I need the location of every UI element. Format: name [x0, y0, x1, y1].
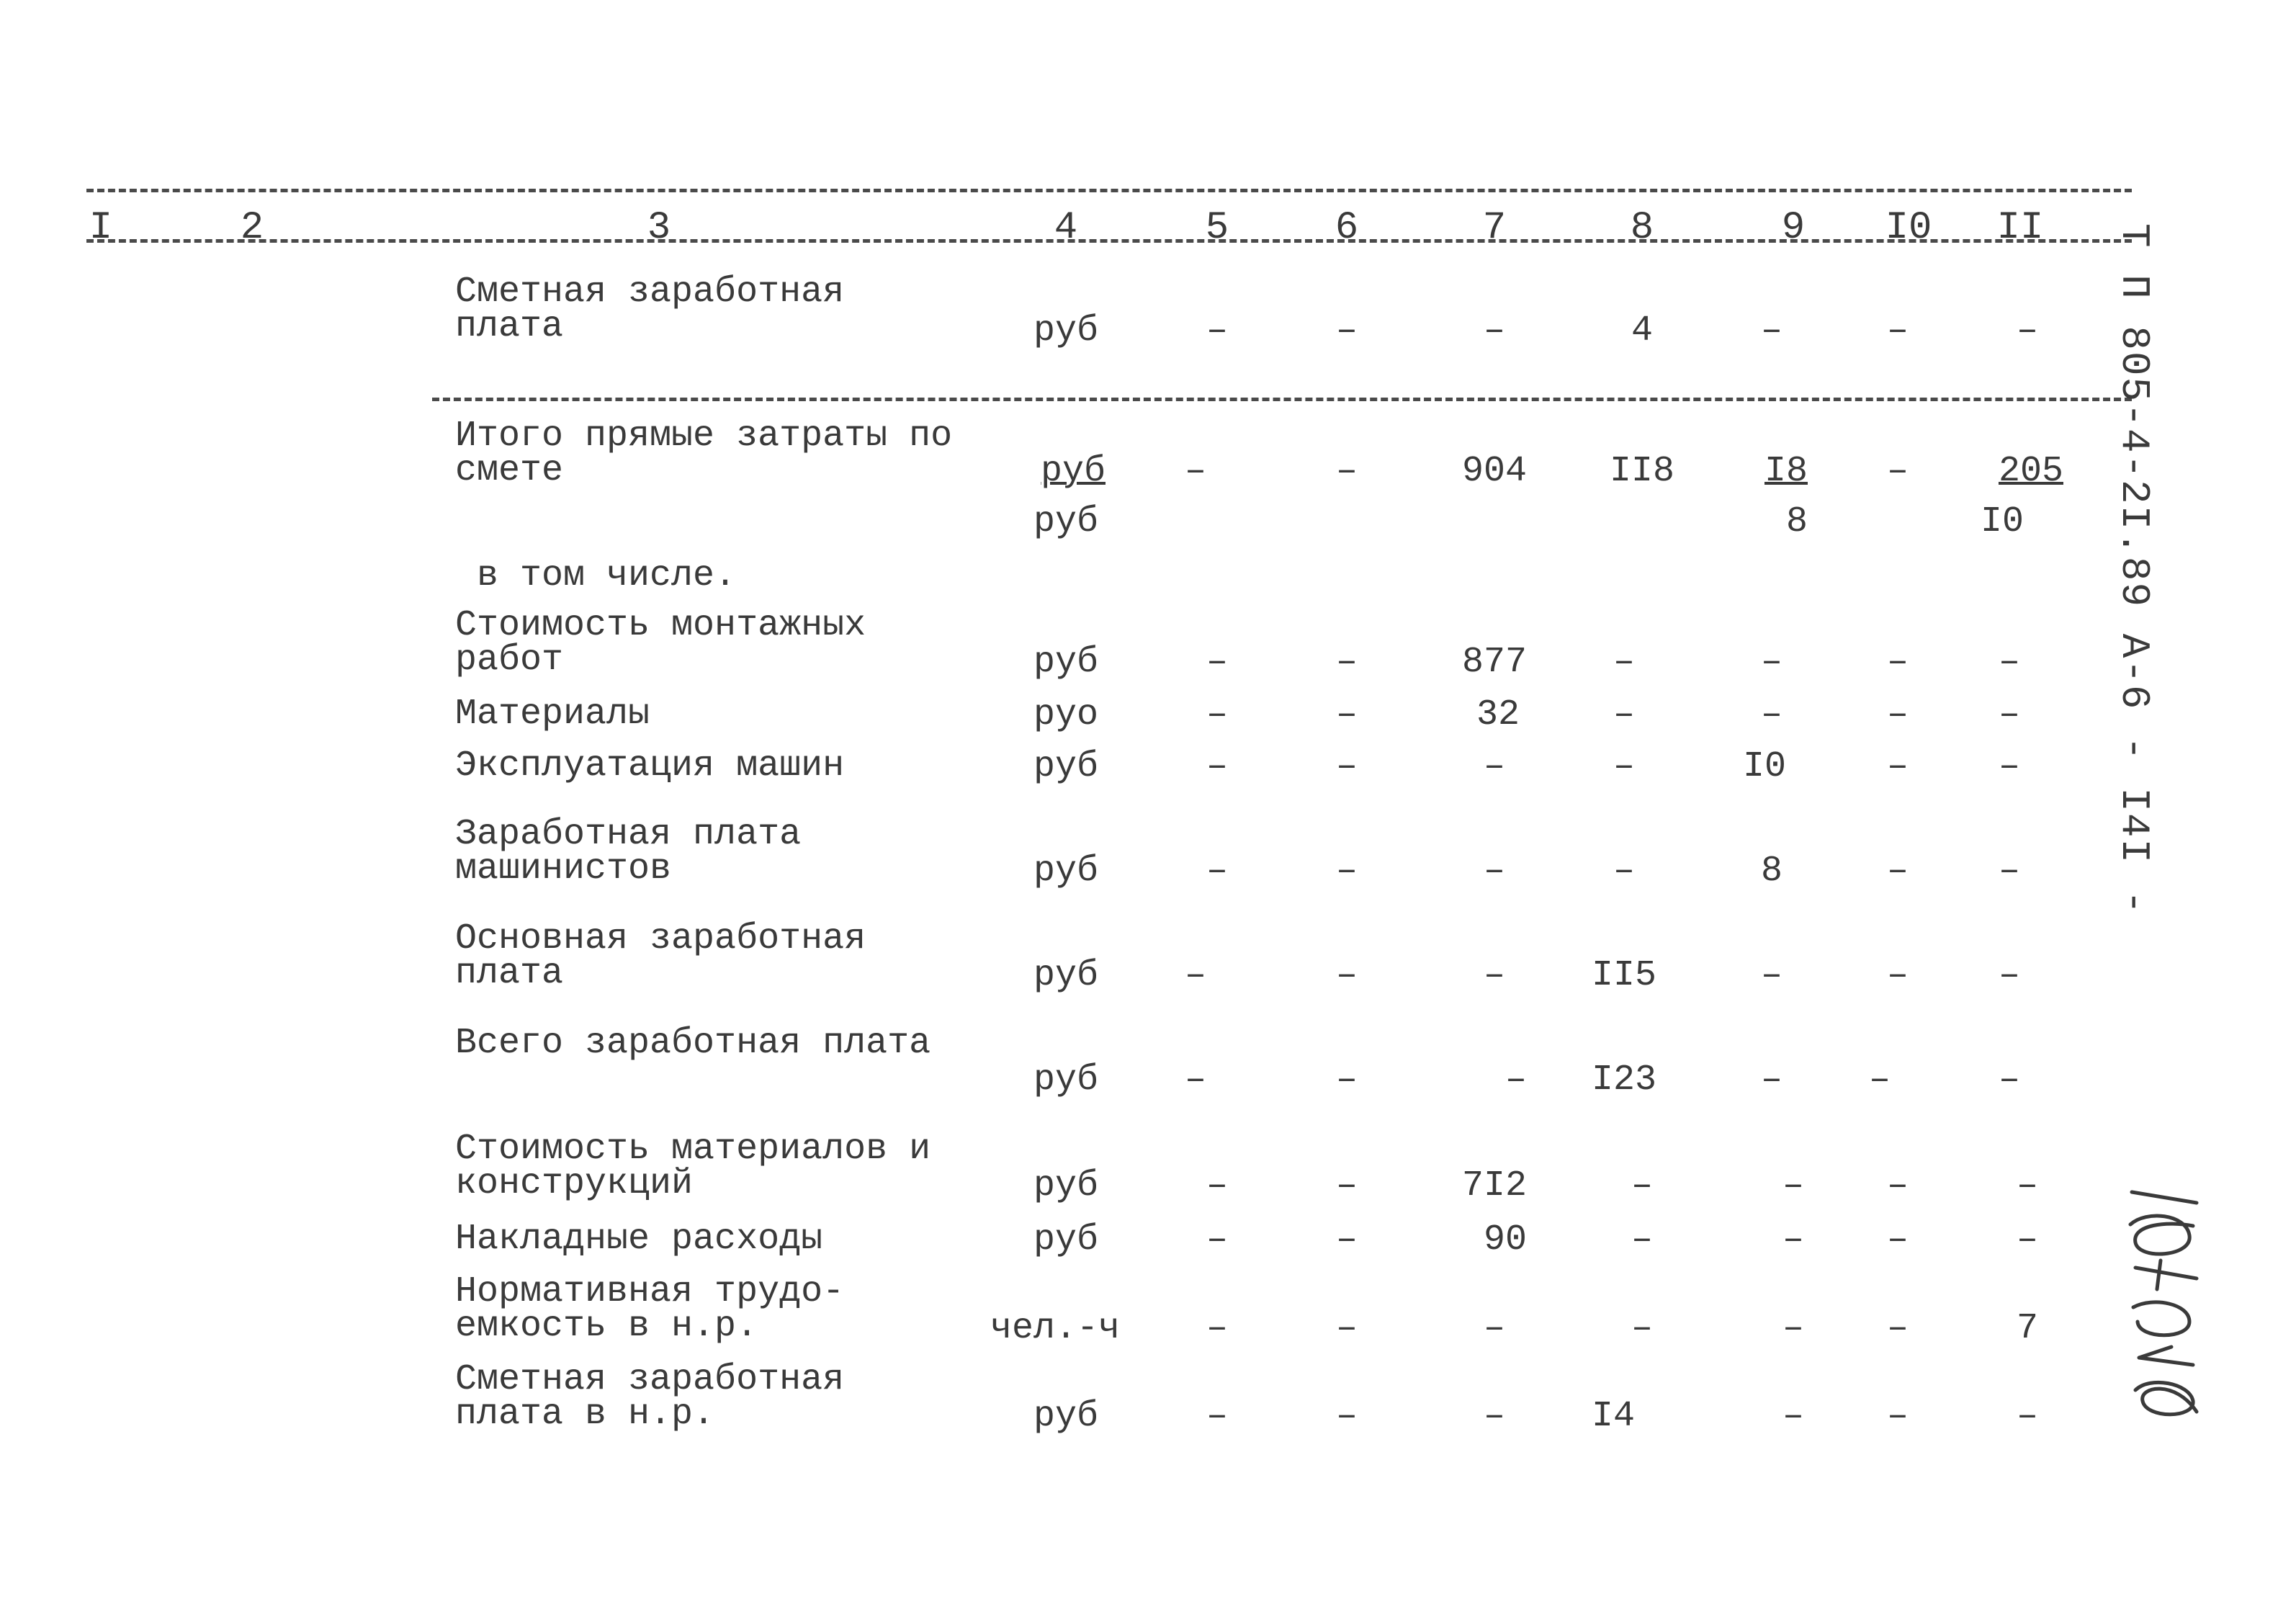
value-cell: 904 — [1461, 451, 1528, 492]
value-cell: – — [1886, 310, 1909, 351]
row-label: Заработная плата машинистов — [455, 814, 802, 890]
value-cell: – — [1782, 1165, 1805, 1206]
value-cell: – — [1760, 694, 1783, 735]
value-cell: – — [1760, 1060, 1783, 1101]
value-cell: I4 — [1591, 1396, 1636, 1437]
value-cell: – — [2016, 310, 2039, 351]
column-header: 4 — [1054, 206, 1078, 250]
value-cell: – — [1206, 746, 1229, 787]
value-cell: 32 — [1476, 694, 1520, 735]
row-label: Сметная заработная плата в н.р. — [455, 1359, 845, 1435]
value-cell: – — [1335, 1165, 1358, 1206]
column-header: I — [89, 206, 113, 250]
value-cell: 8 — [1760, 851, 1783, 892]
value-cell: – — [1782, 1308, 1805, 1349]
value-cell: – — [1760, 310, 1783, 351]
column-header: II — [1996, 206, 2044, 250]
value-cell: 205 — [1998, 451, 2064, 492]
value-cell: – — [1886, 955, 1909, 996]
header-bottom-rule — [86, 239, 2132, 243]
row-label: Эксплуатация машин — [455, 745, 845, 787]
value-cell: II8 — [1609, 451, 1675, 492]
row-label: Основная заработная плата — [455, 918, 866, 994]
value-cell: – — [1335, 1060, 1358, 1101]
value-cell: – — [1335, 1219, 1358, 1260]
value-cell: – — [1335, 1396, 1358, 1437]
section-rule — [432, 398, 2132, 401]
value-cell: – — [1886, 746, 1909, 787]
row-label: Накладные расходы — [455, 1219, 823, 1260]
value-cell: – — [1886, 1165, 1909, 1206]
value-cell: – — [1782, 1219, 1805, 1260]
value-cell: – — [1504, 1060, 1528, 1101]
handwritten-signature — [2117, 1181, 2211, 1426]
row-label: Всего заработная плата — [455, 1023, 931, 1064]
value-cell: – — [1206, 694, 1229, 735]
value-cell: – — [1760, 642, 1783, 683]
value-cell: – — [1184, 451, 1207, 492]
column-header: I0 — [1885, 206, 1932, 250]
unit-cell: руб — [1033, 1060, 1099, 1101]
value-cell: I0 — [1980, 501, 2024, 542]
row-label: Нормативная трудо-емкость в н.р. — [455, 1271, 845, 1347]
value-cell: – — [1782, 1396, 1805, 1437]
value-cell: – — [1998, 851, 2021, 892]
unit-cell: чел.-ч — [990, 1308, 1121, 1349]
column-header: 3 — [647, 206, 671, 250]
value-cell: – — [2016, 1165, 2039, 1206]
value-cell: – — [1206, 642, 1229, 683]
value-cell: 90 — [1483, 1219, 1528, 1260]
value-cell: – — [1483, 1308, 1506, 1349]
header-top-rule — [86, 189, 2132, 192]
value-cell: – — [1886, 642, 1909, 683]
unit-cell: руб — [1033, 642, 1099, 683]
unit-cell: руб — [1033, 501, 1099, 542]
value-cell: – — [1998, 955, 2021, 996]
row-label: Стоимость монтажных работ — [455, 605, 866, 681]
column-header: 5 — [1205, 206, 1229, 250]
value-cell: – — [1335, 694, 1358, 735]
value-cell: I8 — [1764, 451, 1808, 492]
value-cell: – — [1613, 746, 1636, 787]
unit-cell: руо — [1033, 694, 1099, 735]
value-cell: – — [1483, 955, 1506, 996]
value-cell: – — [1206, 851, 1229, 892]
value-cell: II5 — [1591, 955, 1657, 996]
unit-cell: руб — [1040, 451, 1106, 492]
value-cell: 7I2 — [1461, 1165, 1528, 1206]
value-cell: – — [1760, 955, 1783, 996]
value-cell: – — [1483, 1396, 1506, 1437]
value-cell: – — [1483, 746, 1506, 787]
value-cell: – — [1886, 694, 1909, 735]
value-cell: 4 — [1631, 310, 1654, 351]
value-cell: – — [1998, 694, 2021, 735]
value-cell: – — [1206, 1165, 1229, 1206]
value-cell: – — [1631, 1219, 1654, 1260]
value-cell: – — [1184, 955, 1207, 996]
column-header: 2 — [240, 206, 264, 250]
value-cell: – — [1335, 310, 1358, 351]
column-header: 9 — [1781, 206, 1806, 250]
unit-cell: руб — [1033, 1219, 1099, 1260]
value-cell: – — [1335, 746, 1358, 787]
value-cell: – — [1886, 851, 1909, 892]
value-cell: – — [1886, 1308, 1909, 1349]
value-cell: – — [1631, 1308, 1654, 1349]
unit-cell: руб — [1033, 955, 1099, 996]
value-cell: – — [1206, 1308, 1229, 1349]
row-label: Стоимость материалов и конструкций — [455, 1129, 931, 1204]
subsection-label: в том числе. — [477, 555, 737, 596]
column-header: 6 — [1335, 206, 1359, 250]
value-cell: 8 — [1785, 501, 1808, 542]
value-cell: – — [1184, 1060, 1207, 1101]
value-cell: 877 — [1461, 642, 1528, 683]
row-label: Материалы — [455, 694, 650, 735]
value-cell: – — [1613, 694, 1636, 735]
value-cell: – — [1335, 451, 1358, 492]
value-cell: – — [2016, 1219, 2039, 1260]
value-cell: I0 — [1742, 746, 1787, 787]
value-cell: – — [1206, 310, 1229, 351]
value-cell: – — [1998, 1060, 2021, 1101]
unit-cell: руб — [1033, 851, 1099, 892]
value-cell: – — [1886, 451, 1909, 492]
value-cell: – — [1483, 851, 1506, 892]
value-cell: – — [2016, 1396, 2039, 1437]
value-cell: – — [1998, 642, 2021, 683]
value-cell: – — [1886, 1396, 1909, 1437]
value-cell: – — [1868, 1060, 1891, 1101]
value-cell: – — [1206, 1219, 1229, 1260]
row-label: Итого прямые затраты по смете — [455, 416, 953, 491]
value-cell: – — [1998, 746, 2021, 787]
value-cell: – — [1483, 310, 1506, 351]
column-header: 7 — [1482, 206, 1507, 250]
value-cell: – — [1613, 851, 1636, 892]
unit-cell: руб — [1033, 1396, 1099, 1437]
value-cell: – — [1335, 642, 1358, 683]
row-label: Сметная заработная плата — [455, 272, 845, 347]
unit-cell: руб — [1033, 1165, 1099, 1206]
value-cell: – — [1613, 642, 1636, 683]
value-cell: – — [1335, 1308, 1358, 1349]
column-header: 8 — [1630, 206, 1654, 250]
value-cell: – — [1335, 851, 1358, 892]
document-code: Т П 805-4-2I.89 А-6 - I4I - — [2111, 223, 2157, 916]
value-cell: I23 — [1591, 1060, 1657, 1101]
value-cell: – — [1886, 1219, 1909, 1260]
value-cell: – — [1335, 955, 1358, 996]
unit-cell: руб — [1033, 310, 1099, 351]
value-cell: – — [1206, 1396, 1229, 1437]
value-cell: 7 — [2016, 1308, 2039, 1349]
unit-cell: руб — [1033, 746, 1099, 787]
value-cell: – — [1631, 1165, 1654, 1206]
